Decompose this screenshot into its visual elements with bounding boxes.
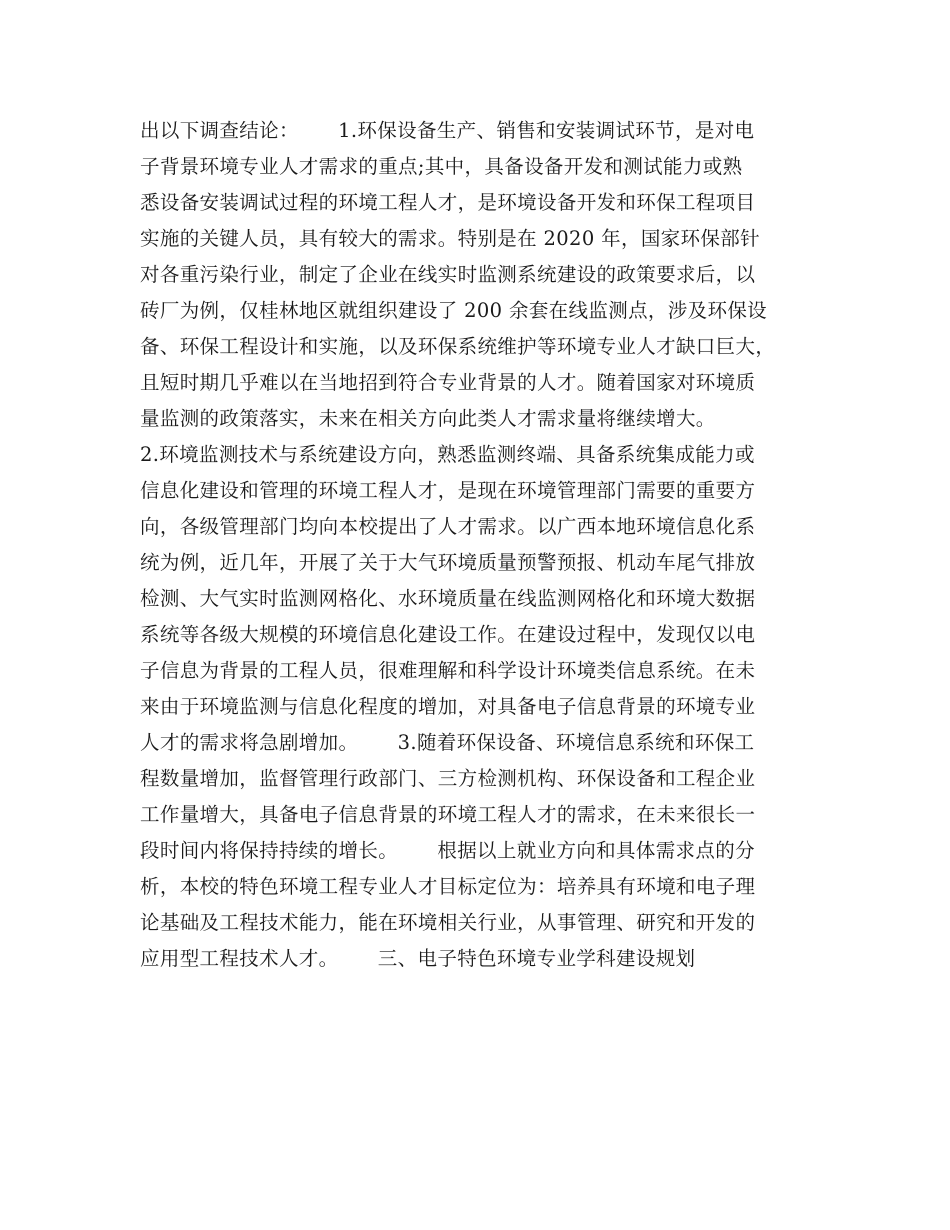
text-line: 出以下调查结论： 1.环保设备生产、销售和安装调试环节，是对电 [140,119,755,142]
text-line: 砖厂为例，仅桂林地区就组织建设了 200 余套在线监测点，涉及环保设 [140,299,768,322]
text-line: 析，本校的特色环境工程专业人才目标定位为：培养具有环境和电子理 [140,875,756,898]
text-line: 量监测的政策落实，未来在相关方向此类人才需求量将继续增大。 [140,407,716,430]
text-line: 子背景环境专业人才需求的重点;其中，具备设备开发和测试能力或熟 [140,155,743,178]
text-line: 且短时期几乎难以在当地招到符合专业背景的人才。随着国家对环境质 [140,371,756,394]
text-line: 统为例，近几年，开展了关于大气环境质量预警预报、机动车尾气排放 [140,551,756,574]
text-line: 论基础及工程技术能力，能在环境相关行业，从事管理、研究和开发的 [140,911,756,934]
text-line: 子信息为背景的工程人员，很难理解和科学设计环境类信息系统。在未 [140,659,756,682]
text-line: 向，各级管理部门均向本校提出了人才需求。以广西本地环境信息化系 [140,515,756,538]
text-line: 实施的关键人员，具有较大的需求。特别是在 2020 年，国家环保部针 [140,227,760,250]
text-line: 工作量增大，具备电子信息背景的环境工程人才的需求，在未来很长一 [140,803,756,826]
text-line: 2.环境监测技术与系统建设方向，熟悉监测终端、具备系统集成能力或 [140,443,755,466]
text-line: 来由于环境监测与信息化程度的增加，对具备电子信息背景的环境专业 [140,695,756,718]
text-line: 备、环保工程设计和实施，以及环保系统维护等环境专业人才缺口巨大， [140,335,776,358]
text-line: 对各重污染行业，制定了企业在线实时监测系统建设的政策要求后，以 [140,263,756,286]
text-line: 人才的需求将急剧增加。 3.随着环保设备、环境信息系统和环保工 [140,731,755,754]
text-line: 检测、大气实时监测网格化、水环境质量在线监测网格化和环境大数据 [140,587,756,610]
text-line: 悉设备安装调试过程的环境工程人才，是环境设备开发和环保工程项目 [140,191,756,214]
text-line: 应用型工程技术人才。 三、电子特色环境专业学科建设规划 [140,947,696,970]
text-line: 程数量增加，监督管理行政部门、三方检测机构、环保设备和工程企业 [140,767,756,790]
text-line: 段时间内将保持持续的增长。 根据以上就业方向和具体需求点的分 [140,839,755,862]
document-body-text [140,113,830,977]
text-line: 信息化建设和管理的环境工程人才，是现在环境管理部门需要的重要方 [140,479,756,502]
text-line: 系统等各级大规模的环境信息化建设工作。在建设过程中，发现仅以电 [140,623,756,646]
